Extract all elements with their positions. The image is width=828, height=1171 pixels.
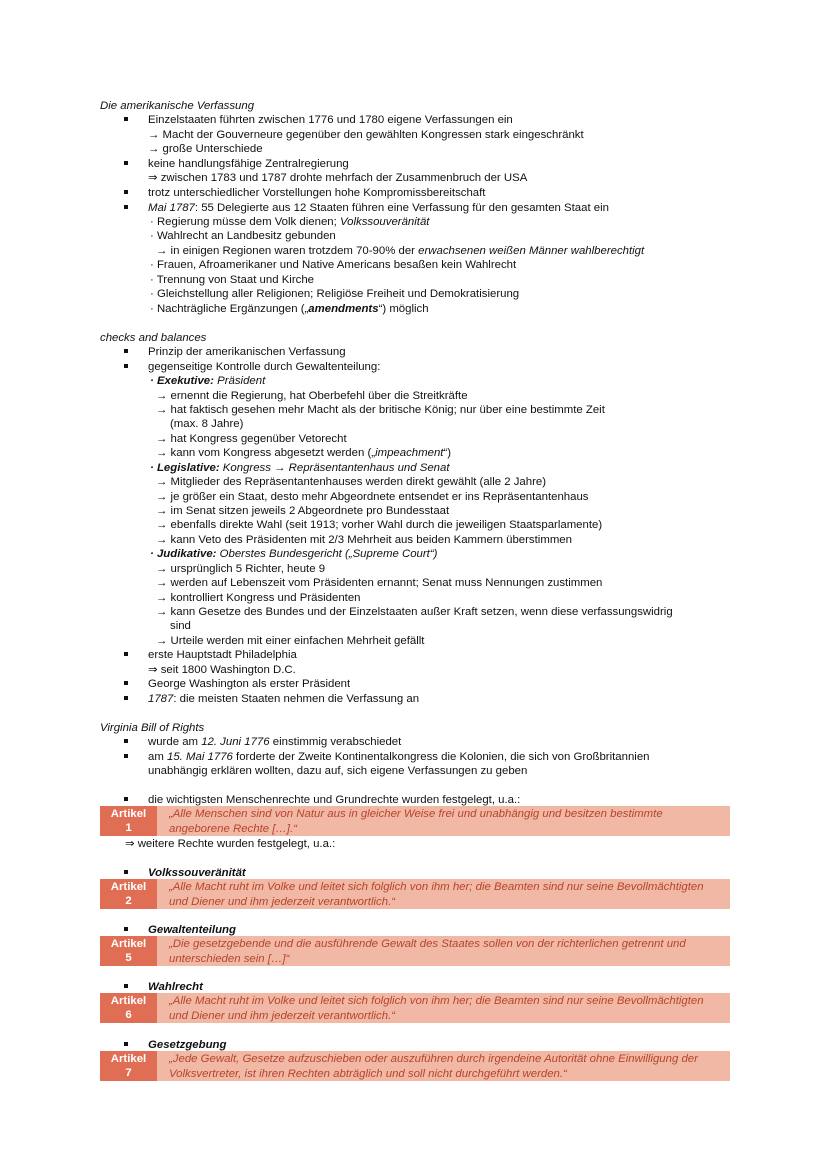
term: amendments <box>308 303 379 315</box>
section-heading-checks: checks and balances <box>100 332 207 344</box>
bullet <box>124 349 128 353</box>
sub-item: → ebenfalls direkte Wahl (seit 1913; vorher Wahl durch die jeweiligen Staatsparlamente) <box>156 519 603 531</box>
sub-item: → große Unterschiede <box>148 143 263 155</box>
article-box-1 <box>100 806 730 836</box>
article-title: Gesetzgebung <box>148 1039 227 1051</box>
article-label <box>100 879 157 909</box>
list-item: erste Hauptstadt Philadelphia <box>148 649 297 661</box>
sub-item <box>150 215 429 229</box>
label: · Judikative: <box>150 548 217 560</box>
article-quote: „Jede Gewalt, Gesetze aufzuschieben oder auszuführen durch irgendeine Autorität ohne Einwilligung der Volksvertreter, ist ihren Rechten abträglich und soll nicht durchgeführt werden.“ <box>169 1053 698 1080</box>
list-item: George Washington als erster Präsident <box>148 678 351 690</box>
article-quote: „Alle Macht ruht im Volke und leitet sich folglich von ihm her; die Beamten sind nur seine Bevollmächtigten und Diener und ihm jederzeit verantwortlich.“ <box>169 995 704 1022</box>
label: · Legislative: <box>150 462 220 474</box>
article-label <box>100 993 157 1023</box>
article-word: Artikel <box>110 938 147 950</box>
branch-judikative <box>150 547 437 561</box>
list-item: trotz unterschiedlicher Vorstellungen hohe Kompromissbereitschaft <box>148 187 486 199</box>
bullet <box>124 161 128 165</box>
section-heading-verfassung: Die amerikanische Verfassung <box>100 100 255 112</box>
bullet <box>124 739 128 743</box>
sub-item: → Macht der Gouverneure gegenüber den gewählten Kongressen stark eingeschränkt <box>148 129 584 141</box>
text: einstimmig verabschiedet <box>269 736 402 748</box>
text: am <box>148 751 167 763</box>
section-heading-virginia: Virginia Bill of Rights <box>100 722 205 734</box>
bullet <box>124 870 128 874</box>
article-box-5 <box>100 936 730 966</box>
text: “) <box>443 447 452 459</box>
list-item <box>148 750 650 764</box>
sub-item: · Gleichstellung aller Religionen; Religiöse Freiheit und Demokratisierung <box>150 288 520 300</box>
desc: Präsident <box>213 375 266 387</box>
term: Volkssouveränität <box>339 216 430 228</box>
article-box-7 <box>100 1051 730 1081</box>
article-quote: „Alle Menschen sind von Natur aus in gleicher Weise frei und unabhängig und besitzen bestimmte angeborene Rechte […].“ <box>169 808 663 835</box>
article-word: Artikel <box>110 808 147 820</box>
text: → kann vom Kongress abgesetzt werden („ <box>156 447 376 459</box>
sub-item <box>156 244 644 258</box>
bullet <box>124 190 128 194</box>
bullet <box>124 205 128 209</box>
sub-item: → hat Kongress gegenüber Vetorecht <box>156 433 347 445</box>
article-title: Wahlrecht <box>148 981 203 993</box>
sub-item: ⇒ seit 1800 Washington D.C. <box>148 664 296 676</box>
list-item: die wichtigsten Menschenrechte und Grundrechte wurden festgelegt, u.a.: <box>148 794 521 806</box>
sub-item: → kontrolliert Kongress und Präsidenten <box>156 592 361 604</box>
label: · Exekutive: <box>150 375 214 387</box>
text: forderte der Zweite Kontinentalkongress die Kolonien, die sich von Großbritannien <box>232 751 650 763</box>
date: 12. Juni 1776 <box>201 736 270 748</box>
article-number: 7 <box>125 1067 132 1079</box>
sub-item: → Urteile werden mit einer einfachen Mehrheit gefällt <box>156 635 425 647</box>
list-item <box>148 201 609 215</box>
term: erwachsenen weißen Männer wahlberechtigt <box>418 245 645 257</box>
list-item-cont: unabhängig erklären wollten, dazu auf, sich eigene Verfassungen zu geben <box>148 765 528 777</box>
sub-item: · Frauen, Afroamerikaner und Native Americans besaßen kein Wahlrecht <box>150 259 517 271</box>
sub-item: → ursprünglich 5 Richter, heute 9 <box>156 563 326 575</box>
sub-item: · Wahlrecht an Landbesitz gebunden <box>150 230 336 242</box>
article-quote: „Die gesetzgebende und die ausführende Gewalt des Staates sollen von der richterlichen getrennt und unterschieden sein […]“ <box>169 938 686 965</box>
sub-item: → ernennt die Regierung, hat Oberbefehl über die Streitkräfte <box>156 390 468 402</box>
note: ⇒ weitere Rechte wurden festgelegt, u.a.: <box>125 838 336 850</box>
text: · Regierung müsse dem Volk dienen; <box>150 216 340 228</box>
article-number: 1 <box>125 822 132 834</box>
article-word: Artikel <box>110 995 147 1007</box>
bullet <box>124 984 128 988</box>
date: 15. Mai 1776 <box>167 751 233 763</box>
sub-item <box>150 302 429 316</box>
text: wurde am <box>148 736 202 748</box>
article-word: Artikel <box>110 881 147 893</box>
text: → in einigen Regionen waren trotzdem 70-90% der <box>156 245 419 257</box>
sub-item <box>156 446 451 460</box>
article-label <box>100 1051 157 1081</box>
text: : die meisten Staaten nehmen die Verfassung an <box>173 693 420 705</box>
article-label <box>100 806 157 836</box>
sub-item: → im Senat sitzen jeweils 2 Abgeordnete pro Bundesstaat <box>156 505 450 517</box>
sub-item: ⇒ zwischen 1783 und 1787 drohte mehrfach der Zusammenbruch der USA <box>148 172 528 184</box>
article-box-2 <box>100 879 730 909</box>
desc: Oberstes Bundesgericht („Supreme Court“) <box>216 548 438 560</box>
list-item <box>148 692 419 706</box>
desc: Kongress → Repräsentantenhaus und Senat <box>219 462 450 474</box>
article-number: 5 <box>125 952 132 964</box>
bullet <box>124 927 128 931</box>
sub-item: → je größer ein Staat, desto mehr Abgeordnete entsendet er ins Repräsentantenhaus <box>156 491 589 503</box>
article-word: Artikel <box>110 1053 147 1065</box>
bullet <box>124 652 128 656</box>
article-number: 6 <box>125 1009 132 1021</box>
bullet <box>124 797 128 801</box>
bullet <box>124 681 128 685</box>
article-quote: „Alle Macht ruht im Volke und leitet sich folglich von ihm her; die Beamten sind nur seine Bevollmächtigten und Diener und ihm jederzeit verantwortlich.“ <box>169 881 704 908</box>
sub-item: → kann Veto des Präsidenten mit 2/3 Mehrheit aus beiden Kammern überstimmen <box>156 534 572 546</box>
branch-exekutive <box>150 374 265 388</box>
text: · Nachträgliche Ergänzungen („ <box>150 303 309 315</box>
sub-item: → hat faktisch gesehen mehr Macht als der britische König; nur über eine bestimmte Zeit <box>156 404 605 416</box>
bullet <box>124 364 128 368</box>
bullet <box>124 696 128 700</box>
article-label <box>100 936 157 966</box>
date: 1787 <box>148 693 174 705</box>
list-item: keine handlungsfähige Zentralregierung <box>148 158 349 170</box>
sub-item: → werden auf Lebenszeit vom Präsidenten ernannt; Senat muss Nennungen zustimmen <box>156 577 603 589</box>
sub-item: sind <box>170 620 191 632</box>
sub-item: → Mitglieder des Repräsentantenhauses werden direkt gewählt (alle 2 Jahre) <box>156 476 547 488</box>
article-box-6 <box>100 993 730 1023</box>
list-item: gegenseitige Kontrolle durch Gewaltenteilung: <box>148 361 381 373</box>
date: Mai 1787 <box>148 202 195 214</box>
branch-legislative <box>150 461 450 475</box>
article-title: Gewaltenteilung <box>148 924 236 936</box>
article-number: 2 <box>125 895 132 907</box>
bullet <box>124 1042 128 1046</box>
list-item: Prinzip der amerikanischen Verfassung <box>148 346 346 358</box>
list-item: Einzelstaaten führten zwischen 1776 und 1780 eigene Verfassungen ein <box>148 114 513 126</box>
list-item <box>148 735 401 749</box>
sub-item: (max. 8 Jahre) <box>170 418 244 430</box>
text: “) möglich <box>378 303 429 315</box>
article-title: Volkssouveränität <box>148 867 246 879</box>
bullet <box>124 117 128 121</box>
text: : 55 Delegierte aus 12 Staaten führen eine Verfassung für den gesamten Staat ein <box>194 202 609 214</box>
bullet <box>124 754 128 758</box>
term: impeachment <box>375 447 444 459</box>
sub-item: → kann Gesetze des Bundes und der Einzelstaaten außer Kraft setzen, wenn diese verfassungswidrig <box>156 606 673 618</box>
sub-item: · Trennung von Staat und Kirche <box>150 274 315 286</box>
